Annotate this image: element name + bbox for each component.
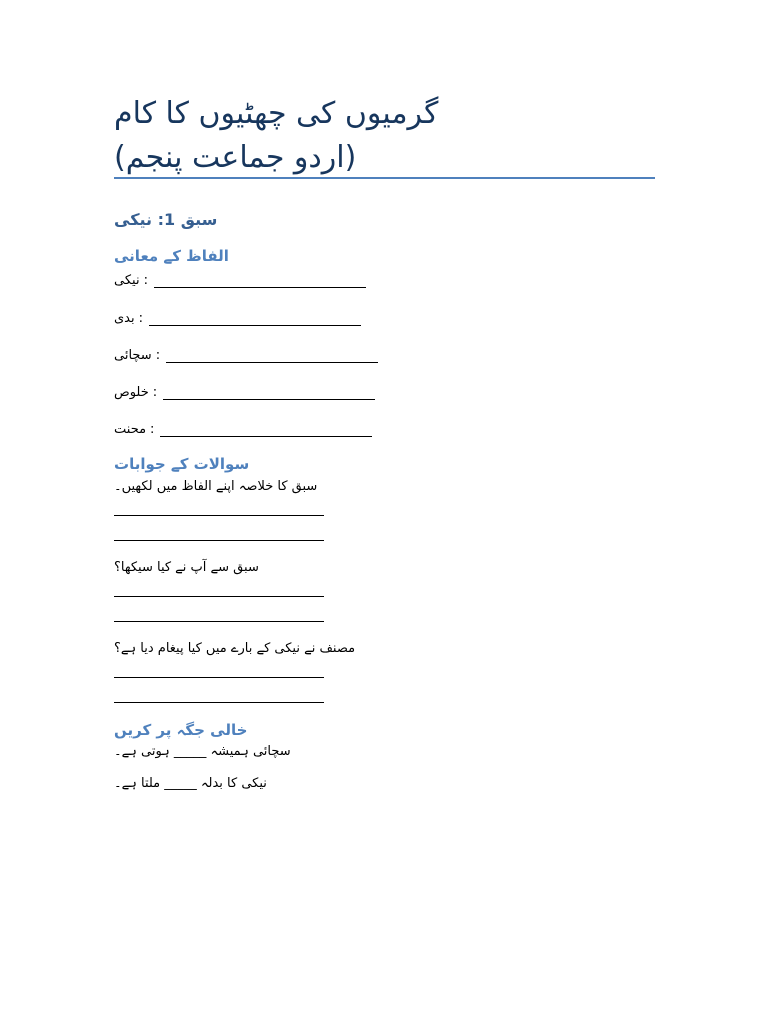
vocab-separator: : [143, 273, 148, 288]
vocab-item [114, 385, 375, 400]
vocab-separator: : [138, 311, 144, 326]
vocab-answer-blank[interactable] [160, 424, 372, 437]
worksheet-page [114, 0, 655, 1024]
vocab-answer-blank[interactable] [149, 313, 361, 326]
vocab-answer-blank[interactable] [166, 350, 378, 363]
fill-blank-item: سچائی ہمیشہ _____ ہوتی ہے۔ [114, 744, 291, 759]
vocab-item [114, 273, 366, 288]
question-text: مصنف نے نیکی کے بارے میں کیا پیغام دیا ہے؟ [114, 641, 356, 656]
fill-blanks-heading: خالی جگہ پر کریں [114, 721, 248, 739]
vocab-answer-blank[interactable] [154, 275, 366, 288]
vocab-item [114, 311, 361, 326]
answer-line[interactable] [114, 515, 324, 516]
fill-blank-item: نیکی کا بدلہ _____ ملتا ہے۔ [114, 776, 267, 791]
title-line-2: (اردو جماعت پنجم) [114, 140, 357, 175]
questions-heading: سوالات کے جوابات [114, 455, 250, 473]
answer-line[interactable] [114, 596, 324, 597]
question-text: سبق کا خلاصہ اپنے الفاظ میں لکھیں۔ [114, 479, 318, 494]
vocab-word: سچائی [114, 348, 152, 363]
vocab-item [114, 422, 372, 437]
title-line-1: گرمیوں کی چھٹیوں کا کام [114, 96, 439, 131]
page-title [114, 92, 655, 180]
vocab-item [114, 348, 378, 363]
vocab-word: خلوص [114, 385, 149, 400]
question-text: سبق سے آپ نے کیا سیکھا؟ [114, 560, 259, 575]
vocab-word: نیکی [114, 273, 140, 288]
answer-line[interactable] [114, 540, 324, 541]
vocab-heading: الفاظ کے معانی [114, 247, 229, 265]
vocab-word: بدی [114, 311, 135, 326]
answer-line[interactable] [114, 702, 324, 703]
vocab-separator: : [152, 385, 158, 400]
vocab-word: محنت [114, 422, 147, 437]
lesson-heading: سبق 1: نیکی [114, 210, 218, 229]
vocab-answer-blank[interactable] [163, 387, 375, 400]
vocab-separator: : [155, 348, 161, 363]
title-divider [114, 177, 655, 179]
answer-line[interactable] [114, 677, 324, 678]
answer-line[interactable] [114, 621, 324, 622]
vocab-separator: : [150, 422, 155, 437]
